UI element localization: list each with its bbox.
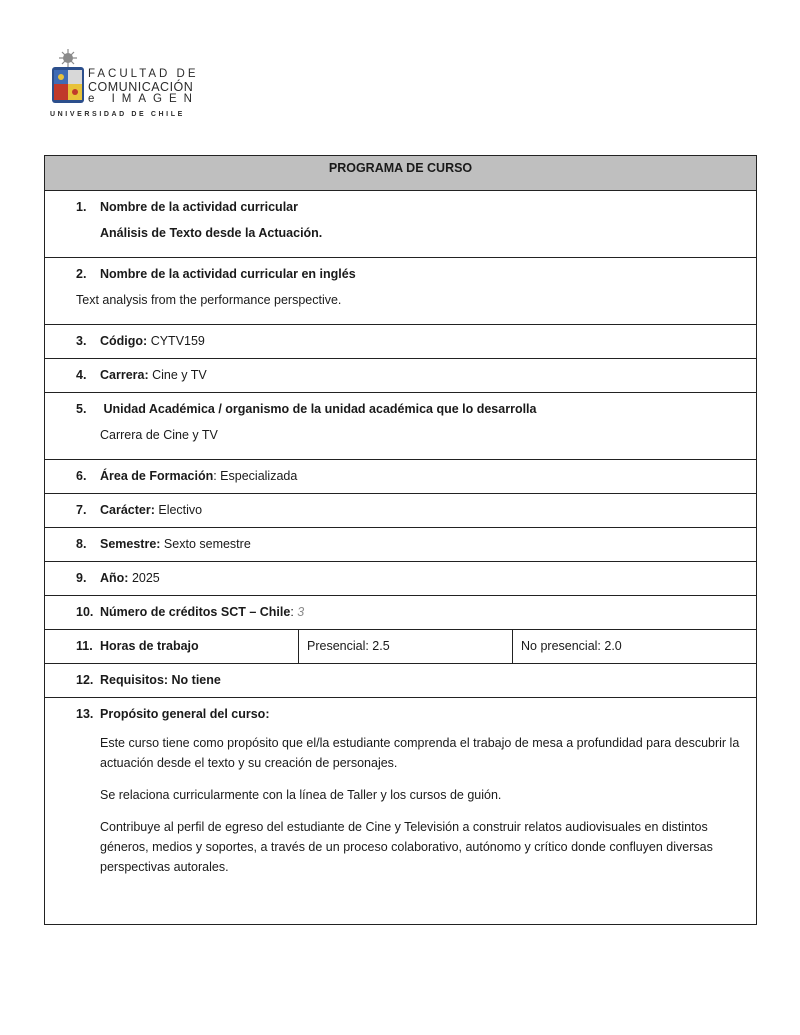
section-9: [45, 562, 757, 596]
hours-label-cell: [45, 630, 299, 664]
faculty-logo: [50, 48, 220, 124]
section-13: [45, 698, 757, 925]
section-11: [45, 630, 757, 664]
section-label: Año:: [100, 571, 129, 585]
section-separator: :: [290, 605, 298, 619]
no-presencial-hours: No presencial: 2.0: [513, 630, 757, 664]
section-12: [45, 664, 757, 698]
section-value: : Especializada: [213, 469, 298, 483]
purpose-paragraph-1: Este curso tiene como propósito que el/la estudiante comprenda el trabajo de mesa a profundidad para descubrir la actuación desde el texto y su creación de personajes.: [100, 736, 740, 770]
logo-line-1: FACULTAD DE: [88, 68, 199, 80]
section-number: 1.: [76, 200, 87, 214]
section-4: [45, 359, 757, 393]
purpose-paragraph-2: Se relaciona curricularmente con la línea de Taller y los cursos de guión.: [100, 788, 502, 802]
section-number: 6.: [76, 469, 87, 483]
section-10: [45, 596, 757, 630]
section-value: CYTV159: [147, 334, 205, 348]
section-label: Requisitos: No tiene: [100, 673, 221, 687]
section-number: 9.: [76, 571, 87, 585]
section-number: 2.: [76, 267, 87, 281]
section-label: Unidad Académica / organismo de la unidad académica que lo desarrolla: [100, 402, 537, 416]
section-number: 10.: [76, 605, 94, 619]
section-number: 4.: [76, 368, 87, 382]
section-7: [45, 494, 757, 528]
course-program-table: [44, 155, 757, 925]
logo-line-3: e IMAGEN: [88, 93, 199, 105]
section-label: Nombre de la actividad curricular en inglés: [100, 267, 356, 281]
section-number: 5.: [76, 402, 87, 416]
logo-university: UNIVERSIDAD DE CHILE: [50, 111, 185, 118]
section-value: Análisis de Texto desde la Actuación.: [100, 226, 323, 240]
section-value: 3: [297, 605, 305, 619]
section-label: Código:: [100, 334, 148, 348]
table-header: PROGRAMA DE CURSO: [45, 156, 757, 191]
section-label: Propósito general del curso:: [100, 707, 270, 721]
section-label: Horas de trabajo: [100, 639, 199, 653]
section-value: Text analysis from the performance perspective.: [76, 293, 342, 307]
section-number: 7.: [76, 503, 87, 517]
section-value: 2025: [128, 571, 160, 585]
section-1: [45, 191, 757, 258]
section-8: [45, 528, 757, 562]
section-label: Carácter:: [100, 503, 155, 517]
section-number: 3.: [76, 334, 87, 348]
section-number: 13.: [76, 707, 94, 721]
section-3: [45, 325, 757, 359]
purpose-paragraph-3: Contribuye al perfil de egreso del estudiante de Cine y Televisión a construir relatos audiovisuales en distintos géneros, medios y soportes, a través de un proceso colaborativo, autónomo y crítico donde confluyen diversas perspectivas autorales.: [100, 820, 713, 874]
section-label: Semestre:: [100, 537, 161, 551]
section-number: 12.: [76, 673, 94, 687]
presencial-hours: Presencial: 2.5: [299, 630, 513, 664]
section-2: [45, 258, 757, 325]
section-label: Nombre de la actividad curricular: [100, 200, 298, 214]
section-number: 11.: [76, 639, 93, 653]
section-value: Electivo: [154, 503, 203, 517]
university-seal-icon: [50, 48, 86, 108]
section-number: 8.: [76, 537, 87, 551]
section-label: Número de créditos SCT – Chile: [100, 605, 291, 619]
section-5: [45, 393, 757, 460]
section-label: Carrera:: [100, 368, 149, 382]
section-value: Cine y TV: [148, 368, 207, 382]
section-6: [45, 460, 757, 494]
section-value: Sexto semestre: [160, 537, 251, 551]
logo-line-2: COMUNICACIÓN: [88, 80, 194, 94]
section-label: Área de Formación: [100, 469, 214, 483]
section-value: Carrera de Cine y TV: [100, 428, 218, 442]
